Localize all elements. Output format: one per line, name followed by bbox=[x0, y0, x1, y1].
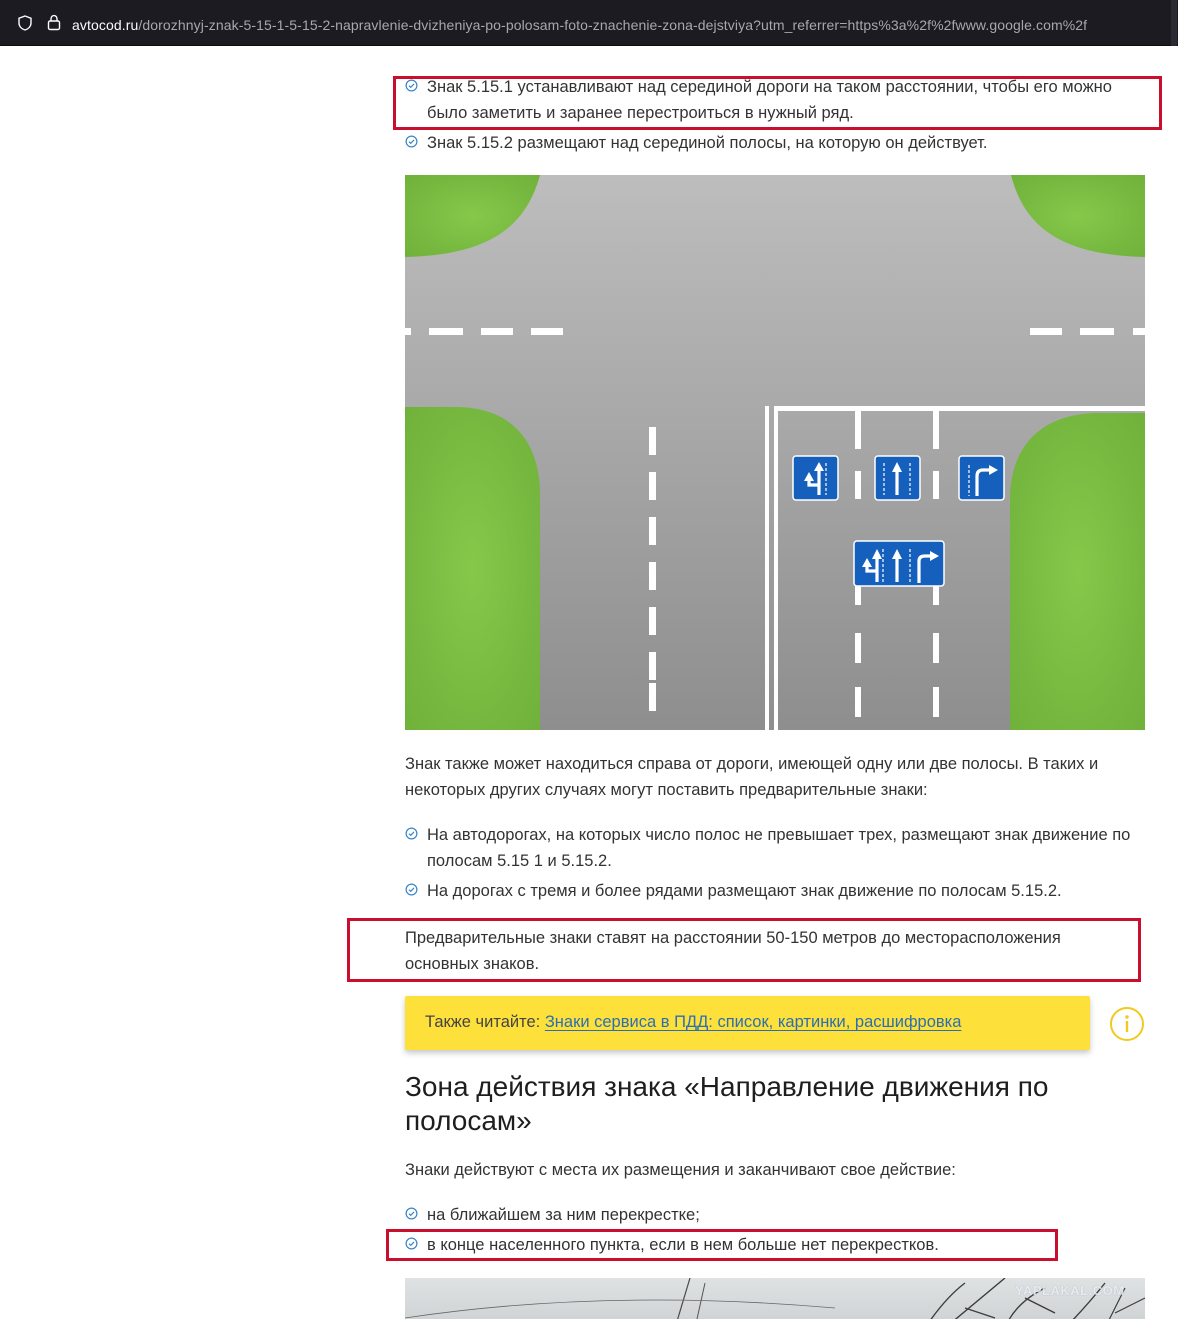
browser-address-bar bbox=[0, 0, 1178, 46]
check-circle-icon bbox=[405, 827, 418, 840]
callout-prefix: Также читайте: bbox=[425, 1013, 541, 1031]
intersection-illustration bbox=[405, 175, 1145, 730]
list-item-text: На автодорогах, на которых число полос не превышает трех, размещают знак движение по полосам 5.15 1 и 5.15.2. bbox=[427, 826, 1131, 870]
url-path: /dorozhnyj-znak-5-15-1-5-15-2-napravlenie-dvizheniya-po-polosam-foto-znachenie-zona-dejstviya?utm_referrer=https%3a%2f%2fwww.google.com%2f bbox=[138, 17, 1088, 33]
callout-text bbox=[425, 1013, 961, 1032]
list-item-text: в конце населенного пункта, если в нем больше нет перекрестков. bbox=[427, 1236, 939, 1254]
list-item-text: Знак 5.15.1 устанавливают над серединой дороги на таком расстоянии, чтобы его можно было заметить и заранее перестроиться в нужный ряд. bbox=[427, 78, 1112, 122]
check-circle-icon bbox=[405, 883, 418, 896]
list-item bbox=[405, 130, 1135, 156]
read-also-callout bbox=[405, 996, 1090, 1050]
lane-sign-left-straight bbox=[793, 456, 838, 500]
list-item-text: Знак 5.15.2 размещают над серединой полосы, на которую он действует. bbox=[427, 134, 988, 152]
url-host: avtocod.ru bbox=[72, 17, 139, 33]
url-field[interactable] bbox=[72, 16, 1087, 34]
highlight-box bbox=[393, 76, 1162, 130]
callout-link[interactable]: Знаки сервиса в ПДД: список, картинки, расшифровка bbox=[544, 1013, 962, 1031]
article-content bbox=[0, 46, 1178, 1319]
highlight-box bbox=[347, 918, 1141, 982]
address-bar-edge bbox=[1171, 0, 1177, 46]
highlight-box bbox=[386, 1229, 1058, 1261]
list-item bbox=[405, 822, 1135, 874]
list-item bbox=[405, 878, 1135, 904]
check-circle-icon bbox=[405, 1207, 418, 1220]
lane-sign-straight bbox=[875, 456, 920, 500]
watermark: YAPLAKAL.COM bbox=[1015, 1283, 1125, 1298]
lane-sign-right bbox=[959, 456, 1004, 500]
lane-sign-combined bbox=[854, 541, 944, 586]
section-heading: Зона действия знака «Направление движения по полосам» bbox=[405, 1071, 1049, 1136]
lock-icon[interactable] bbox=[47, 14, 61, 31]
paragraph: Предварительные знаки ставят на расстоянии 50-150 метров до месторасположения основных знаков. bbox=[405, 929, 1061, 973]
list-item bbox=[405, 1202, 1135, 1228]
check-circle-icon bbox=[405, 135, 418, 148]
list-item-text: На дорогах с тремя и более рядами размещают знак движение по полосам 5.15.2. bbox=[427, 882, 1062, 900]
shield-icon[interactable] bbox=[18, 15, 32, 31]
paragraph: Знак также может находиться справа от дороги, имеющей одну или две полосы. В таких и некоторых других случаях могут поставить предварительные знаки: bbox=[405, 755, 1099, 799]
info-icon bbox=[1109, 1006, 1145, 1042]
paragraph: Знаки действуют с места их размещения и заканчивают свое действие: bbox=[405, 1161, 956, 1179]
list-item-text: на ближайшем за ним перекрестке; bbox=[427, 1206, 700, 1224]
